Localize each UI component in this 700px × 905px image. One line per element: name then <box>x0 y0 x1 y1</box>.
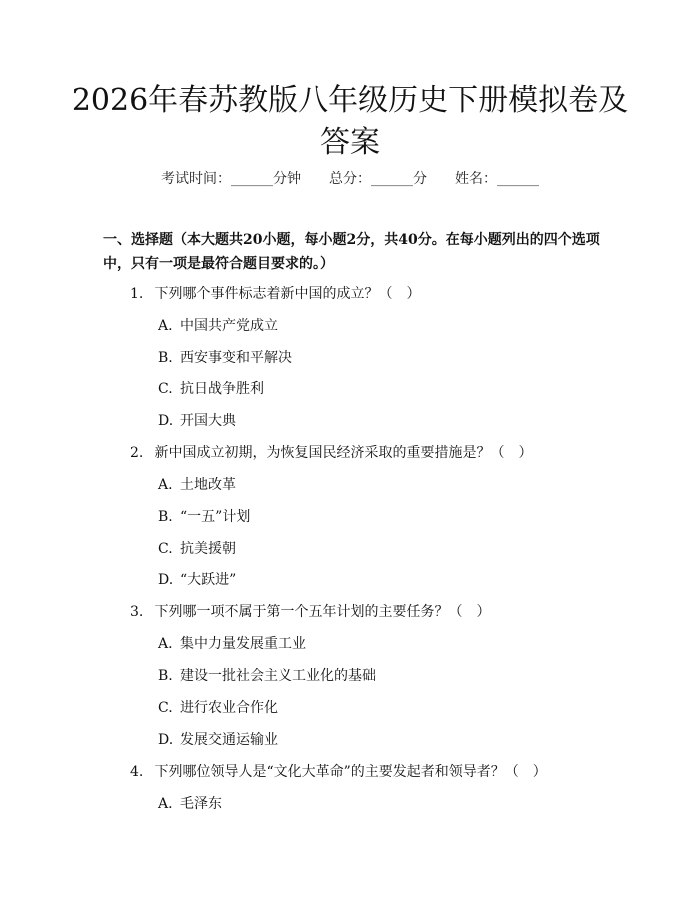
question-3-option-b <box>158 665 376 685</box>
question-4-option-a <box>158 793 222 813</box>
exam-time-field: 考试时间：______分钟 <box>161 171 301 187</box>
question-1-option-c <box>158 378 264 398</box>
question-1 <box>130 283 420 303</box>
option-text: “一五”计划 <box>180 509 251 525</box>
option-text: 建设一批社会主义工业化的基础 <box>180 668 376 684</box>
option-letter: A. <box>158 318 173 334</box>
section-header: 一、选择题（本大题共20小题，每小题2分，共40分。在每小题列出的四个选项中，只有一项是最符合题目要求的。） <box>103 232 600 272</box>
question-2-option-c <box>158 538 236 558</box>
option-text: “大跃进” <box>180 572 237 588</box>
total-score-field: 总分：______分 <box>329 171 427 187</box>
option-text: 抗日战争胜利 <box>180 381 264 397</box>
question-number: 3. <box>130 604 144 620</box>
option-letter: D. <box>158 732 174 748</box>
option-letter: B. <box>158 350 173 366</box>
question-text: 新中国成立初期，为恢复国民经济采取的重要措施是？（ ） <box>154 445 533 461</box>
exam-meta <box>0 168 700 188</box>
option-text: 集中力量发展重工业 <box>180 636 306 652</box>
question-text: 下列哪一项不属于第一个五年计划的主要任务？（ ） <box>154 604 491 620</box>
option-text: 进行农业合作化 <box>180 700 278 716</box>
option-text: 土地改革 <box>180 477 236 493</box>
option-text: 发展交通运输业 <box>180 732 278 748</box>
option-letter: A. <box>158 636 173 652</box>
option-letter: C. <box>158 700 173 716</box>
question-1-option-d <box>158 410 236 430</box>
question-text: 下列哪位领导人是“文化大革命”的主要发起者和领导者？（ ） <box>154 764 547 780</box>
question-number: 1. <box>130 286 144 302</box>
option-letter: A. <box>158 796 173 812</box>
question-text: 下列哪个事件标志着新中国的成立？（ ） <box>154 286 421 302</box>
option-text: 中国共产党成立 <box>180 318 278 334</box>
question-2-option-a <box>158 474 236 494</box>
option-text: 开国大典 <box>180 413 236 429</box>
question-3 <box>130 601 490 621</box>
question-2 <box>130 442 532 462</box>
question-2-option-b <box>158 506 250 526</box>
question-number: 2. <box>130 445 144 461</box>
option-letter: B. <box>158 509 173 525</box>
student-name-field: 姓名：______ <box>455 171 539 187</box>
question-number: 4. <box>130 764 144 780</box>
option-letter: C. <box>158 381 173 397</box>
question-1-option-a <box>158 315 278 335</box>
option-letter: B. <box>158 668 173 684</box>
page-title: 2026年春苏教版八年级历史下册模拟卷及答案 <box>71 83 629 160</box>
option-text: 抗美援朝 <box>180 541 236 557</box>
option-text: 毛泽东 <box>180 796 222 812</box>
option-letter: D. <box>158 413 174 429</box>
option-letter: C. <box>158 541 173 557</box>
question-3-option-c <box>158 697 278 717</box>
question-2-option-d <box>158 569 236 589</box>
question-3-option-d <box>158 729 278 749</box>
option-letter: A. <box>158 477 173 493</box>
option-letter: D. <box>158 572 174 588</box>
question-3-option-a <box>158 633 306 653</box>
option-text: 西安事变和平解决 <box>180 350 292 366</box>
question-1-option-b <box>158 347 292 367</box>
question-4 <box>130 761 547 781</box>
